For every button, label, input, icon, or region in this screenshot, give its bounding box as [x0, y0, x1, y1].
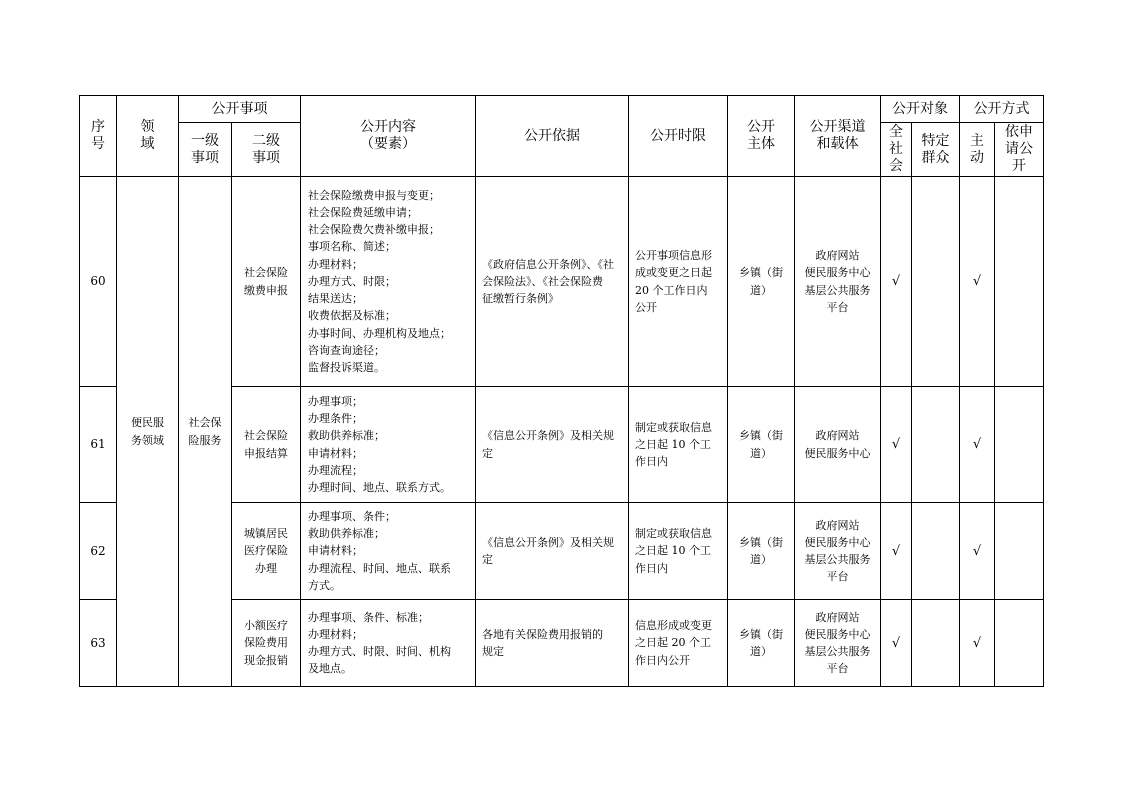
item-l2-cell: 社会保险 申报结算 [232, 387, 301, 503]
header-method-active: 主 动 [960, 123, 995, 177]
target-all-check: √ [881, 600, 912, 687]
subject-cell: 乡镇（街 道） [728, 503, 795, 600]
item-l2-cell: 社会保险 缴费申报 [232, 177, 301, 387]
header-time-limit: 公开时限 [629, 96, 728, 177]
time-limit-cell: 公开事项信息形 成或变更之日起 20 个工作日内 公开 [629, 177, 728, 387]
target-all-check: √ [881, 177, 912, 387]
subject-cell: 乡镇（街 道） [728, 387, 795, 503]
header-item-l2: 二级 事项 [232, 123, 301, 177]
method-active-check: √ [960, 600, 995, 687]
content-cell: 办理事项； 办理条件； 救助供养标准； 申请材料； 办理流程； 办理时间、地点、联系方式。 [301, 387, 476, 503]
channel-cell: 政府网站 便民服务中心 基层公共服务 平台 [795, 177, 881, 387]
target-specific-cell [912, 600, 960, 687]
channel-cell: 政府网站 便民服务中心 基层公共服务 平台 [795, 503, 881, 600]
header-target-specific: 特定 群众 [912, 123, 960, 177]
row-seq: 62 [80, 503, 117, 600]
row-seq: 63 [80, 600, 117, 687]
basis-cell: 《信息公开条例》及相关规 定 [476, 387, 629, 503]
item-l2-cell: 小额医疗 保险费用 现金报销 [232, 600, 301, 687]
row-seq: 61 [80, 387, 117, 503]
header-channel: 公开渠道 和载体 [795, 96, 881, 177]
time-limit-cell: 信息形成或变更 之日起 20 个工 作日内公开 [629, 600, 728, 687]
item-l1-cell: 社会保 险服务 [179, 177, 232, 687]
target-all-check: √ [881, 387, 912, 503]
target-specific-cell [912, 177, 960, 387]
header-item-l1: 一级 事项 [179, 123, 232, 177]
method-active-check: √ [960, 387, 995, 503]
domain-cell: 便民服 务领域 [117, 177, 179, 687]
method-request-cell [995, 503, 1044, 600]
header-method-group: 公开方式 [960, 96, 1044, 123]
item-l2-cell: 城镇居民 医疗保险 办理 [232, 503, 301, 600]
target-all-check: √ [881, 503, 912, 600]
header-content: 公开内容 （要素） [301, 96, 476, 177]
method-request-cell [995, 600, 1044, 687]
header-domain: 领 域 [117, 96, 179, 177]
basis-cell: 《政府信息公开条例》、《社 会保险法》、《社会保险费 征缴暂行条例》 [476, 177, 629, 387]
time-limit-cell: 制定或获取信息 之日起 10 个工 作日内 [629, 387, 728, 503]
method-request-cell [995, 387, 1044, 503]
content-cell: 办理事项、条件； 救助供养标准； 申请材料； 办理流程、时间、地点、联系 方式。 [301, 503, 476, 600]
method-request-cell [995, 177, 1044, 387]
header-seq: 序 号 [80, 96, 117, 177]
header-target-group: 公开对象 [881, 96, 960, 123]
row-seq: 60 [80, 177, 117, 387]
header-method-request: 依申 请公 开 [995, 123, 1044, 177]
channel-cell: 政府网站 便民服务中心 基层公共服务 平台 [795, 600, 881, 687]
header-items-group: 公开事项 [179, 96, 301, 123]
content-cell: 社会保险缴费申报与变更； 社会保险费延缴申请； 社会保险费欠费补缴申报； 事项名称、简述； 办理材料； 办理方式、时限； 结果送达； 收费依据及标准； 办事时间、办理机构及地点； 咨询查询途径； 监督投诉渠道。 [301, 177, 476, 387]
target-specific-cell [912, 503, 960, 600]
table-row [80, 177, 1044, 387]
subject-cell: 乡镇（街 道） [728, 177, 795, 387]
method-active-check: √ [960, 177, 995, 387]
basis-cell: 《信息公开条例》及相关规 定 [476, 503, 629, 600]
header-subject: 公开 主体 [728, 96, 795, 177]
header-target-all: 全 社 会 [881, 123, 912, 177]
subject-cell: 乡镇（街 道） [728, 600, 795, 687]
disclosure-table [79, 95, 1044, 687]
target-specific-cell [912, 387, 960, 503]
basis-cell: 各地有关保险费用报销的 规定 [476, 600, 629, 687]
header-basis: 公开依据 [476, 96, 629, 177]
channel-cell: 政府网站 便民服务中心 [795, 387, 881, 503]
time-limit-cell: 制定或获取信息 之日起 10 个工 作日内 [629, 503, 728, 600]
method-active-check: √ [960, 503, 995, 600]
content-cell: 办理事项、条件、标准； 办理材料； 办理方式、时限、时间、机构 及地点。 [301, 600, 476, 687]
